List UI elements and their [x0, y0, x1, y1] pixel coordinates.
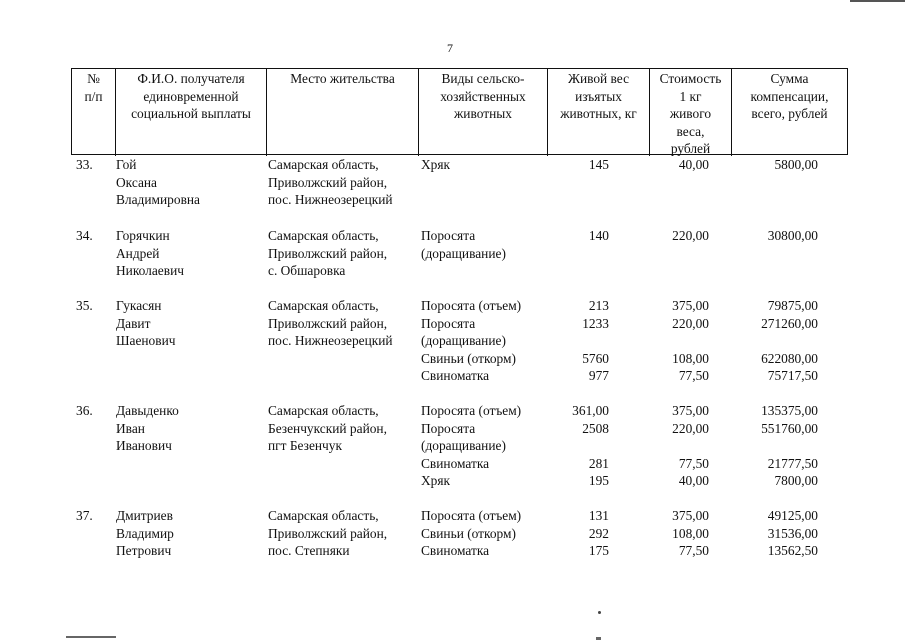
price-line: 77,50 — [678, 543, 709, 558]
weight-line: 281 — [588, 455, 609, 471]
header-text: всего, рублей — [751, 106, 828, 121]
name-line: Гой — [116, 157, 137, 172]
sum-line: 5800,00 — [774, 157, 818, 172]
record-number: 35. — [76, 298, 93, 313]
price-line: 108,00 — [672, 525, 709, 541]
kind-line: Поросята (отъем) — [421, 403, 522, 418]
price-per-kg — [650, 507, 709, 560]
sum-line — [733, 332, 818, 350]
header-col-name — [115, 69, 266, 156]
residence — [268, 297, 393, 350]
header-text: веса, — [676, 123, 705, 139]
kind-line: (доращивание) — [421, 245, 506, 261]
price-line: 40,00 — [678, 473, 709, 488]
animal-kind — [421, 156, 450, 174]
header-col-number — [72, 69, 115, 156]
name-line: Владимир — [116, 525, 174, 541]
weight-line: 175 — [588, 543, 609, 558]
price-per-kg — [650, 227, 709, 245]
header-text: Стоимость — [659, 71, 722, 86]
sum-line: 622080,00 — [761, 350, 818, 366]
price-line: 40,00 — [678, 157, 709, 172]
header-text: хозяйственных — [440, 88, 526, 104]
kind-line: (доращивание) — [421, 438, 506, 453]
sum-line: 79875,00 — [767, 298, 818, 313]
weight-line: 195 — [588, 473, 609, 488]
place-line: Самарская область, — [268, 228, 379, 243]
place-line: Самарская область, — [268, 403, 379, 418]
price-line — [650, 332, 709, 350]
residence — [268, 507, 387, 560]
sum-line: 49125,00 — [767, 508, 818, 523]
table-header — [71, 68, 848, 155]
place-line: пос. Нижнеозерецкий — [268, 192, 393, 207]
price-line: 108,00 — [672, 350, 709, 366]
kind-line: Свиноматка — [421, 368, 490, 383]
header-text: изъятых — [575, 88, 622, 104]
kind-line: Свиньи (откорм) — [421, 350, 516, 366]
header-text: животных — [454, 106, 512, 121]
live-weight — [547, 227, 609, 245]
place-line: Самарская область, — [268, 157, 379, 172]
name-line: Горячкин — [116, 228, 170, 243]
place-line: Приволжский район, — [268, 245, 388, 261]
price-per-kg — [650, 156, 709, 174]
place-line: с. Обшаровка — [268, 263, 346, 278]
header-text: Виды сельско- — [441, 71, 525, 86]
kind-line: (доращивание) — [421, 333, 506, 348]
header-text: п/п — [84, 88, 103, 104]
recipient-name — [116, 402, 179, 455]
header-text: социальной выплаты — [131, 106, 251, 121]
kind-line: Поросята — [421, 420, 476, 436]
price-per-kg — [650, 297, 709, 385]
kind-line: Хряк — [421, 157, 451, 172]
residence — [268, 402, 387, 455]
header-text: компенсации, — [750, 88, 829, 104]
name-line: Дмитриев — [116, 508, 173, 523]
recipient-name — [116, 227, 184, 280]
weight-line — [547, 332, 609, 350]
recipient-name — [116, 297, 175, 350]
live-weight — [547, 402, 609, 490]
header-col-kind — [418, 69, 547, 156]
name-line: Иван — [116, 420, 145, 436]
sum-line: 271260,00 — [761, 315, 818, 331]
kind-line: Свиноматка — [421, 455, 490, 471]
animal-kind — [421, 227, 506, 262]
kind-line: Поросята (отъем) — [421, 508, 522, 523]
place-line: Самарская область, — [268, 298, 379, 313]
place-line: Самарская область, — [268, 508, 379, 523]
compensation-sum — [733, 507, 818, 560]
price-line — [650, 437, 709, 455]
weight-line: 213 — [588, 298, 609, 313]
name-line: Шаенович — [116, 333, 176, 348]
name-line: Иванович — [116, 438, 172, 453]
sum-line: 13562,50 — [767, 543, 818, 558]
price-per-kg — [650, 402, 709, 490]
name-line: Гукасян — [116, 298, 162, 313]
weight-line: 292 — [588, 525, 609, 541]
recipient-name — [116, 156, 200, 209]
header-col-weight — [547, 69, 649, 156]
name-line: Давит — [116, 315, 151, 331]
weight-line: 140 — [588, 228, 609, 243]
sum-line: 551760,00 — [761, 420, 818, 436]
record-number: 37. — [76, 508, 93, 523]
compensation-sum — [733, 156, 818, 174]
place-line: пос. Степняки — [268, 543, 350, 558]
kind-line: Поросята — [421, 228, 476, 243]
name-line: Давыденко — [116, 403, 179, 418]
place-line: Безенчукский район, — [268, 420, 387, 436]
place-line: пос. Нижнеозерецкий — [268, 333, 393, 348]
record-number: 36. — [76, 403, 93, 418]
header-text: Ф.И.О. получателя — [137, 71, 245, 86]
header-text: рублей — [670, 141, 711, 156]
weight-line — [547, 437, 609, 455]
kind-line: Хряк — [421, 473, 451, 488]
weight-line: 145 — [588, 157, 609, 172]
kind-line: Поросята — [421, 315, 476, 331]
scan-edge-mark — [66, 636, 116, 638]
header-text: живого — [669, 106, 712, 121]
name-line: Оксана — [116, 174, 158, 190]
header-text: единовременной — [143, 88, 239, 104]
sum-line: 7800,00 — [774, 473, 818, 488]
live-weight — [547, 156, 609, 174]
compensation-sum — [733, 297, 818, 385]
price-line: 77,50 — [678, 368, 709, 383]
compensation-sum — [733, 227, 818, 245]
sum-line: 75717,50 — [767, 368, 818, 383]
weight-line: 2508 — [582, 420, 609, 436]
kind-line: Поросята (отъем) — [421, 298, 522, 313]
price-line: 77,50 — [678, 455, 709, 471]
sum-line: 31536,00 — [767, 525, 818, 541]
header-text: Живой вес — [567, 71, 630, 86]
name-line: Петрович — [116, 543, 172, 558]
header-text: Место жительства — [290, 71, 395, 86]
weight-line: 131 — [588, 508, 609, 523]
name-line: Андрей — [116, 245, 160, 261]
price-line: 375,00 — [672, 298, 709, 313]
price-line: 220,00 — [672, 315, 709, 331]
place-line: пгт Безенчук — [268, 438, 342, 453]
live-weight — [547, 297, 609, 385]
header-text: животных, кг — [560, 106, 637, 121]
compensation-sum — [733, 402, 818, 490]
place-line: Приволжский район, — [268, 525, 388, 541]
name-line: Николаевич — [116, 263, 184, 278]
price-line: 220,00 — [672, 420, 709, 436]
price-line: 375,00 — [672, 403, 709, 418]
place-line: Приволжский район, — [268, 174, 388, 190]
place-line: Приволжский район, — [268, 315, 388, 331]
name-line: Владимировна — [116, 192, 200, 207]
residence — [268, 156, 393, 209]
page-number: 7 — [447, 41, 453, 55]
residence — [268, 227, 387, 280]
sum-line — [733, 437, 818, 455]
live-weight — [547, 507, 609, 560]
weight-line: 361,00 — [572, 403, 609, 418]
sum-line: 21777,50 — [767, 455, 818, 471]
animal-kind — [421, 402, 521, 490]
record-number: 34. — [76, 228, 93, 243]
weight-line: 977 — [588, 368, 609, 383]
kind-line: Свиноматка — [421, 543, 490, 558]
scan-speck — [598, 611, 601, 614]
record-number: 33. — [76, 157, 93, 172]
scan-edge-mark — [850, 0, 905, 2]
kind-line: Свиньи (откорм) — [421, 525, 516, 541]
header-text: 1 кг — [679, 88, 702, 104]
price-line: 220,00 — [672, 228, 709, 243]
sum-line: 30800,00 — [767, 228, 818, 243]
header-col-place — [266, 69, 418, 156]
price-line: 375,00 — [672, 508, 709, 523]
header-text: № — [87, 71, 100, 86]
sum-line: 135375,00 — [761, 403, 818, 418]
animal-kind — [421, 297, 521, 385]
header-col-price — [649, 69, 731, 156]
header-col-sum — [731, 69, 847, 156]
header-text: Сумма — [770, 71, 809, 86]
animal-kind — [421, 507, 521, 560]
weight-line: 1233 — [582, 315, 609, 331]
recipient-name — [116, 507, 174, 560]
weight-line: 5760 — [582, 350, 609, 366]
